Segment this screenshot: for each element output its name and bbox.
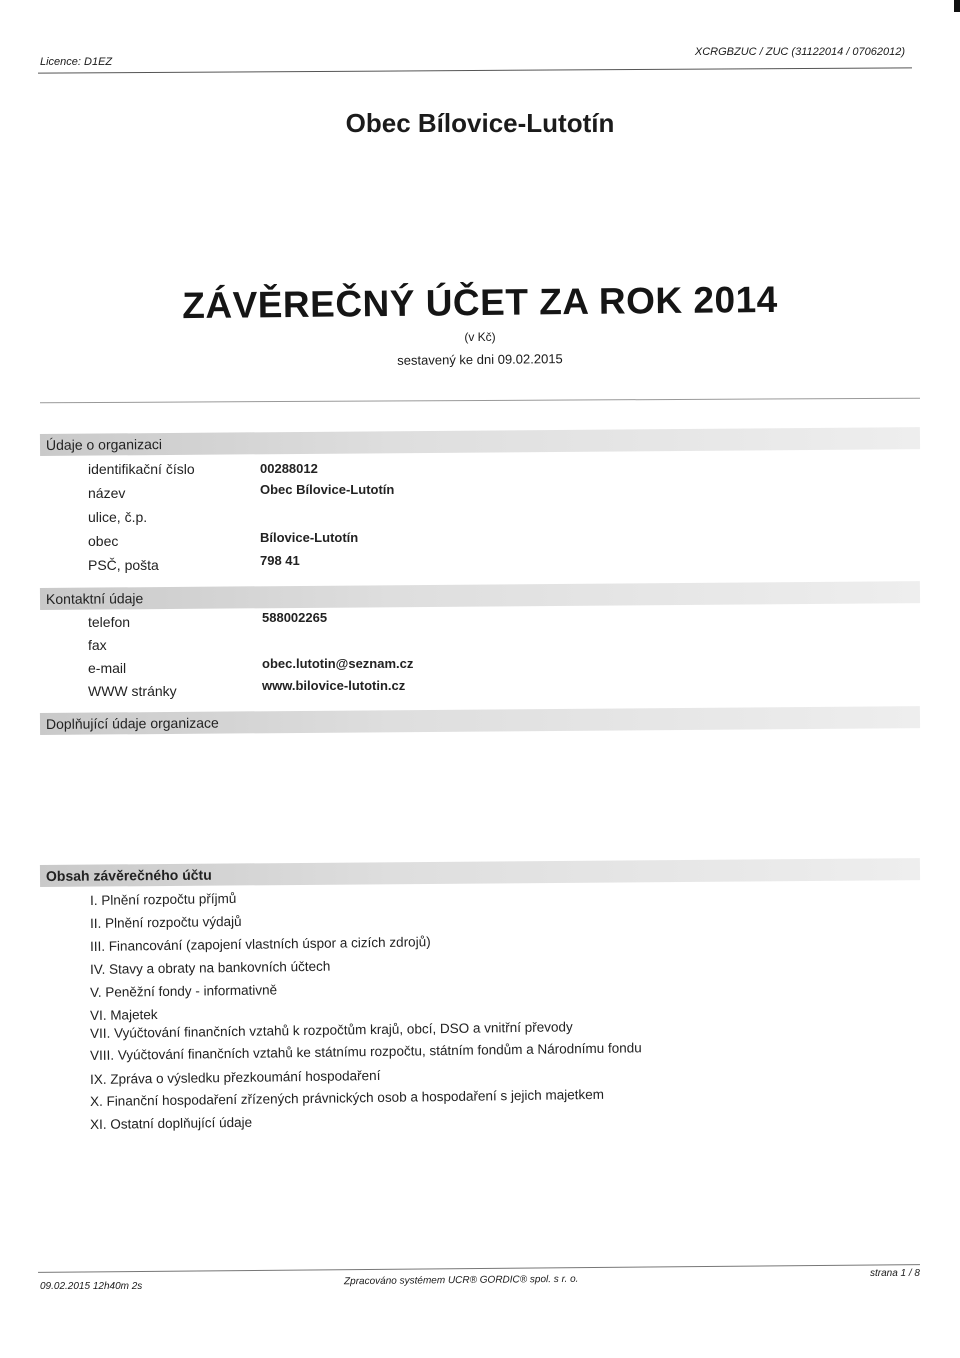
currency-unit: (v Kč) [464,330,496,344]
document-title: ZÁVĚREČNÝ ÚČET ZA ROK 2014 [182,278,778,327]
toc-item: V. Peněžní fondy - informativně [89,982,278,1000]
footer-timestamp: 09.02.2015 12h40m 2s [40,1281,143,1292]
org-value: Bílovice-Lutotín [260,530,359,545]
toc-item: VI. Majetek [89,1007,158,1023]
toc-item: VII. Vyúčtování finančních vztahů k rozpočtům krajů, obcí, DSO a vnitřní převody [89,1019,573,1041]
supplement-section-header [40,706,920,735]
org-label: PSČ, pošta [88,557,159,573]
toc-item: IV. Stavy a obraty na bankovních účtech [89,958,331,977]
contents-section-title: Obsah závěrečného účtu [45,866,212,884]
toc-item: XI. Ostatní doplňující údaje [89,1114,253,1132]
org-section-header [40,427,920,456]
contents-section-header [40,858,920,887]
org-section-title: Údaje o organizaci [45,436,163,453]
org-label: název [88,485,126,501]
toc-item: II. Plnění rozpočtu výdajů [89,913,242,931]
document-code: XCRGBZUC / ZUC (31122014 / 07062012) [694,46,905,58]
scan-edge-mark [954,0,960,12]
toc-item: I. Plnění rozpočtu příjmů [89,890,237,908]
toc-item: III. Financování (zapojení vlastních úspor a cizích zdrojů) [89,934,431,954]
org-label: identifikační číslo [88,461,195,477]
supplement-section-title: Doplňující údaje organizace [45,714,219,732]
contact-value: 588002265 [262,610,328,625]
licence-label: Licence: D1EZ [40,56,113,68]
header-divider [38,67,912,73]
toc-item: VIII. Vyúčtování finančních vztahů ke státnímu rozpočtu, státním fondům a Národnímu fondu [89,1040,642,1063]
org-value: Obec Bílovice-Lutotín [260,482,395,497]
org-label: obec [88,533,119,549]
footer-divider [38,1264,920,1273]
contact-label: WWW stránky [88,683,177,699]
org-value: 798 41 [260,553,300,568]
organization-name: Obec Bílovice-Lutotín [345,108,615,138]
toc-item: IX. Zpráva o výsledku přezkoumání hospodaření [89,1067,381,1087]
footer-processed-by: Zpracováno systémem UCR® GORDIC® spol. s r. o. [343,1273,579,1288]
contact-section-title: Kontaktní údaje [45,590,144,607]
org-label: ulice, č.p. [88,509,148,525]
contact-label: telefon [88,614,131,630]
contact-label: fax [88,637,107,653]
contact-value: www.bilovice-lutotin.cz [262,678,406,693]
contact-section-header [40,581,920,610]
contact-label: e-mail [88,660,127,676]
title-divider [40,398,920,404]
org-value: 00288012 [260,461,318,476]
compiled-date: sestavený ke dni 09.02.2015 [397,351,563,368]
toc-item: X. Finanční hospodaření zřízených právnických osob a hospodaření s jejich majetkem [89,1086,605,1109]
footer-page-number: strana 1 / 8 [869,1268,920,1279]
contact-value: obec.lutotin@seznam.cz [262,656,414,671]
